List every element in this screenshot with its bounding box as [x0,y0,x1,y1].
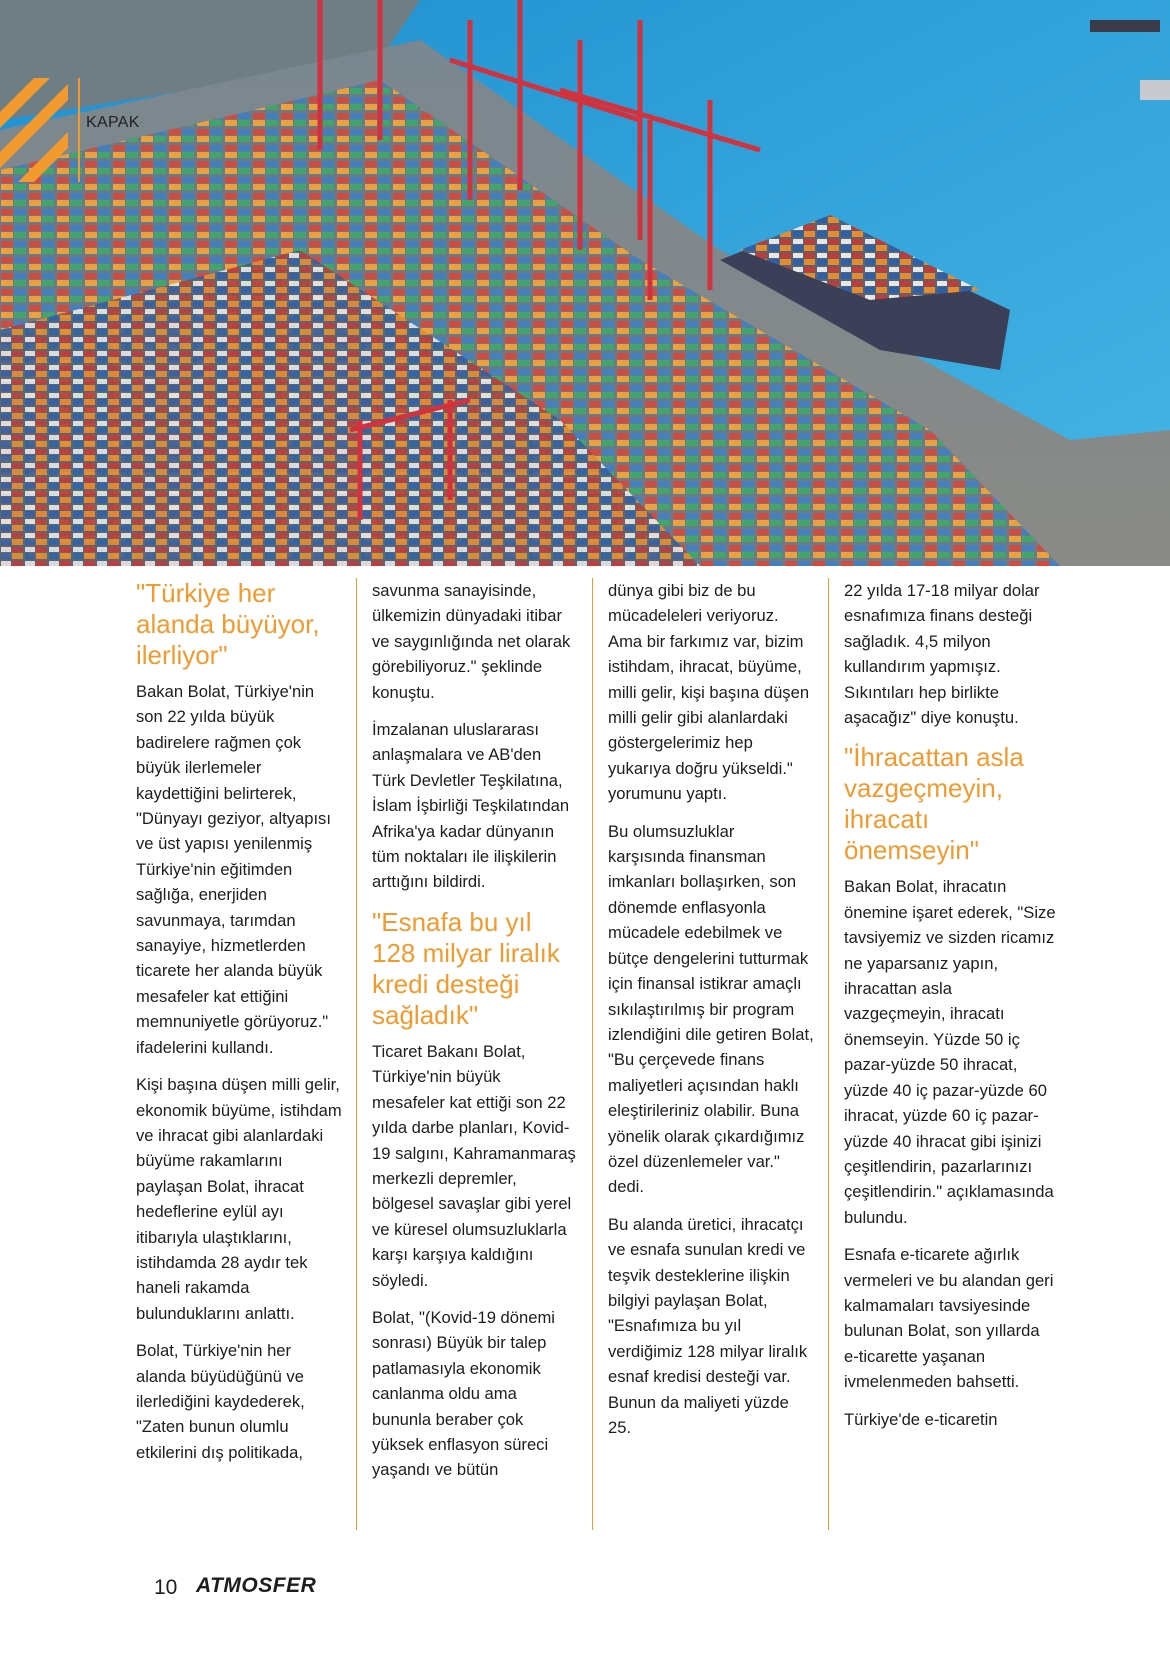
column-1 [136,578,342,1477]
body-paragraph: 22 yılda 17-18 milyar dolar esnafımıza finans desteği sağladık. 4,5 milyon kullandırım yapmışız. Sıkıntıları hep birlikte aşacağız" diye konuştu. [844,581,1040,728]
column-3 [608,578,814,1452]
page-number: 10 [154,1576,178,1599]
body-paragraph: Esnafa e-ticarete ağırlık vermeleri ve bu alandan geri kalmamaları tavsiyesinde bulunan Bolat, son yıllarda e-ticarette yaşanan ivmelenmeden bahsetti. [844,1245,1054,1392]
body-paragraph: Bolat, "(Kovid-19 dönemi sonrası) Büyük bir talep patlamasıyla ekonomik canlanma oldu ama bununla beraber çok yüksek enflasyon süreci yaşandı ve bütün [372,1307,555,1480]
body-paragraph: Ticaret Bakanı Bolat, Türkiye'nin büyük mesafeler kat ettiği son 22 yılda darbe planları, Kovid-19 salgını, Kahramanmaraş merkezli depremler, bölgesel savaşlar gibi yerel ve küresel olumsuzluklarla karşı karşıya kaldığını söyledi. [372,1041,576,1290]
tag-divider [78,78,80,182]
body-paragraph: Bakan Bolat, Türkiye'nin son 22 yılda büyük badirelere rağmen çok büyük ilerlemeler kaydettiğini belirterek, "Dünyayı geziyor, altyapısı ve üst yapısı yenilenmiş Türkiye'nin eğitimden sağlığa, enerjiden savunmaya, tarımdan sanayiye, hizmetlerden ticarete her alanda büyük mesafeler kat ettiğini memnuniyetle görüyoruz." ifadelerini kullandı. [136,682,331,1057]
section-heading: "İhracattan asla vazgeçmeyin, ihracatı önemseyin" [844,742,1024,866]
stripes-icon [0,78,68,182]
magazine-logo: ATMOSFER [196,1574,317,1597]
column-divider [592,578,593,1530]
body-paragraph: Türkiye'de e-ticaretin [844,1409,998,1429]
body-paragraph: Kişi başına düşen milli gelir, ekonomik büyüme, istihdam ve ihracat gibi alanlardaki büyüme rakamlarını paylaşan Bolat, ihracat hedeflerine eylül ayı itibarıyla ulaştıklarını, istihdamda 28 aydır tek haneli rakamda bulunduklarını anlattı. [136,1075,342,1323]
column-2 [372,578,578,1495]
section-heading: "Esnafa bu yıl 128 milyar liralık kredi desteği sağladık" [372,906,560,1030]
body-paragraph: savunma sanayisinde, ülkemizin dünyadaki itibar ve saygınlığında net olarak görebiliyoruz." şeklinde konuştu. [372,581,571,702]
column-divider [356,578,357,1530]
section-heading: "Türkiye her alanda büyüyor, ilerliyor" [136,578,320,670]
body-paragraph: Bakan Bolat, ihracatın önemine işaret ederek, "Size tavsiyemiz ve sizden ricamız ne yaparsanız yapın, ihracattan asla vazgeçmeyin, ihracatı önemseyin. Yüzde 50 iç pazar-yüzde 50 ihracat, yüzde 40 iç pazar-yüzde 60 ihracat, yüzde 60 iç pazar-yüzde 40 ihracat gibi işinizi çeşitlendirin, pazarlarınızı çeşitlendirin." açıklamasında bulundu. [844,877,1056,1227]
body-paragraph: İmzalanan uluslararası anlaşmalara ve AB'den Türk Devletler Teşkilatına, İslam İşbirliği Teşkilatından Afrika'ya kadar dünyanın tüm noktaları ile ilişkilerin arttığını bildirdi. [372,720,570,892]
port-scene [0,0,1170,566]
body-paragraph: Bu alanda üretici, ihracatçı ve esnafa sunulan kredi ve teşvik desteklerine ilişkin bilgiyi paylaşan Bolat, "Esnafımıza bu yıl verdiğimiz 128 milyar liralık esnaf kredisi desteği var. Bunun da maliyeti yüzde 25. [608,1214,808,1437]
column-divider [828,578,829,1530]
port-containers-photo [0,0,1170,566]
body-paragraph: Bolat, Türkiye'nin her alanda büyüdüğünü ve ilerlediğini kaydederek, "Zaten bunun olumlu etkilerini dış politikada, [136,1341,305,1462]
section-tag [0,78,160,182]
column-4 [844,578,1056,1444]
body-paragraph: dünya gibi biz de bu mücadeleleri veriyoruz. Ama bir farkımız var, bizim istihdam, ihracat, büyüme, milli gelir, kişi başına düşen milli gelir gibi alanlardaki göstergelerimiz hep yukarıya doğru yükseldi." yorumunu yaptı. [608,581,810,804]
section-label: KAPAK [86,114,140,131]
body-paragraph: Bu olumsuzluklar karşısında finansman imkanları bollaşırken, son dönemde enflasyonla mücadele edebilmek ve bütçe dengelerini tutturmak için finansal istikrar amaçlı sıkılaştırılmış bir program izlendiğini dile getiren Bolat, "Bu çerçevede finans maliyetleri açısından haklı eleştirileriniz olabilir. Buna yönelik olarak çıkardığımız özel düzenlemeler var." dedi. [608,821,814,1197]
